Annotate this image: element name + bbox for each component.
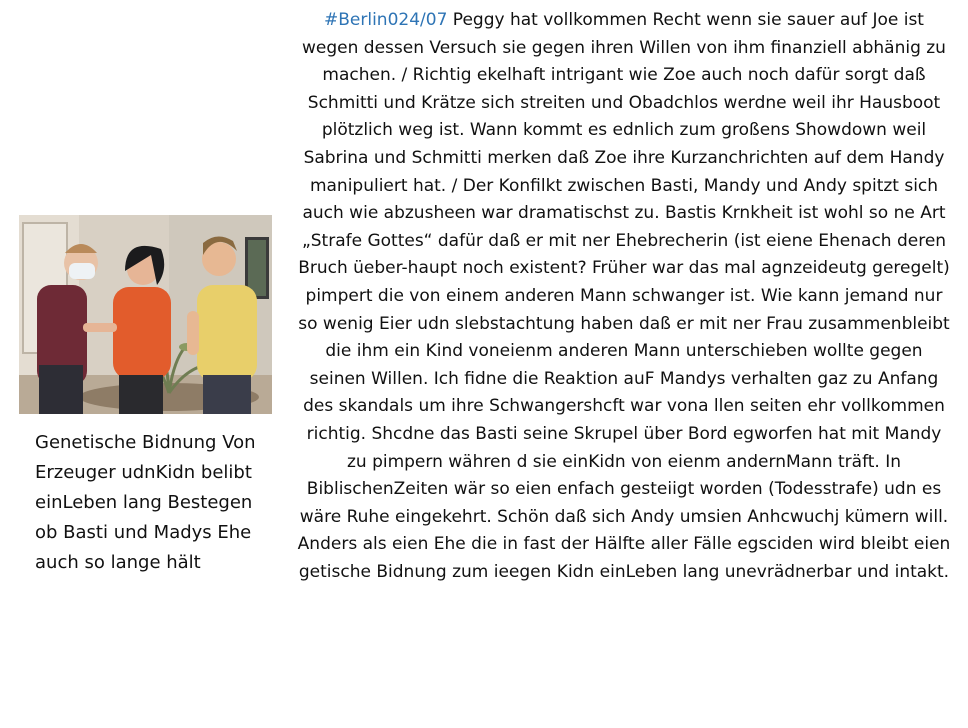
hashtag-link[interactable]: #Berlin024/07 bbox=[324, 10, 448, 30]
post-body-text: Peggy hat vollkommen Recht wenn sie sauer auf Joe ist wegen dessen Versuch sie gegen ihren Willen von ihm finanziell abhänig zu machen. / Richtig ekelhaft intrigant wie Zoe auch noch dafür sorgt daß Schmitti und Krätze sich streiten und Obadchlos werdne weil ihr Hausboot plötzlich weg ist. Wann kommt es ednlich zum großens Showdown weil Sabrina und Schmitti merken daß Zoe ihre Kurzanchrichten auf dem Handy manipuliert hat. / Der Konfilkt zwischen Basti, Mandy und Andy spitzt sich auch wie abzusheen war dramatischst zu. Bastis Krnkheit ist wohl so ne Art „Strafe Gottes“ dafür daß er mit ner Ehebrecherin (ist eiene Ehenach deren Bruch üeber-haupt noch existent? Früher war das mal agnzeideutg geregelt) pimpert die von einem anderen Mann schwanger ist. Wie kann jemand nur so wenig Eier udn slebstachtung haben daß er mit ner Frau zusammenbleibt die ihm ein Kind voneienm anderen Mann unterschieben wollte gegen seinen Willen. Ich fidne die Reaktion auF Mandys verhalten gaz zu Anfang des skandals um ihre Schwangershcft war vona llen seiten ehr vollkommen richtig. Shcdne das Basti seine Skrupel über Bord egworfen hat mit Mandy zu pimpern währen d sie einKidn von eienm andernMann träft. In BiblischenZeiten wär so eien enfach gesteiigt worden (Todesstrafe) udn es wäre Ruhe eingekehrt. Schön daß sich Andy umsien Anhcwuchj kümern will. Anders als eien Ehe die in fast der Hälfte aller Fälle egsciden wird bleibt eien getische Bidnung zum ieegen Kidn einLeben lang unevrädnerbar und intakt. bbox=[297, 10, 951, 582]
post-body bbox=[296, 7, 952, 586]
tv-still-illustration bbox=[19, 215, 272, 414]
image-caption: Genetische Bidnung Von Erzeuger udnKidn belibt einLeben lang Bestegen ob Basti und Madys Ehe auch so lange hält bbox=[35, 432, 256, 573]
tv-still-image bbox=[19, 215, 272, 414]
